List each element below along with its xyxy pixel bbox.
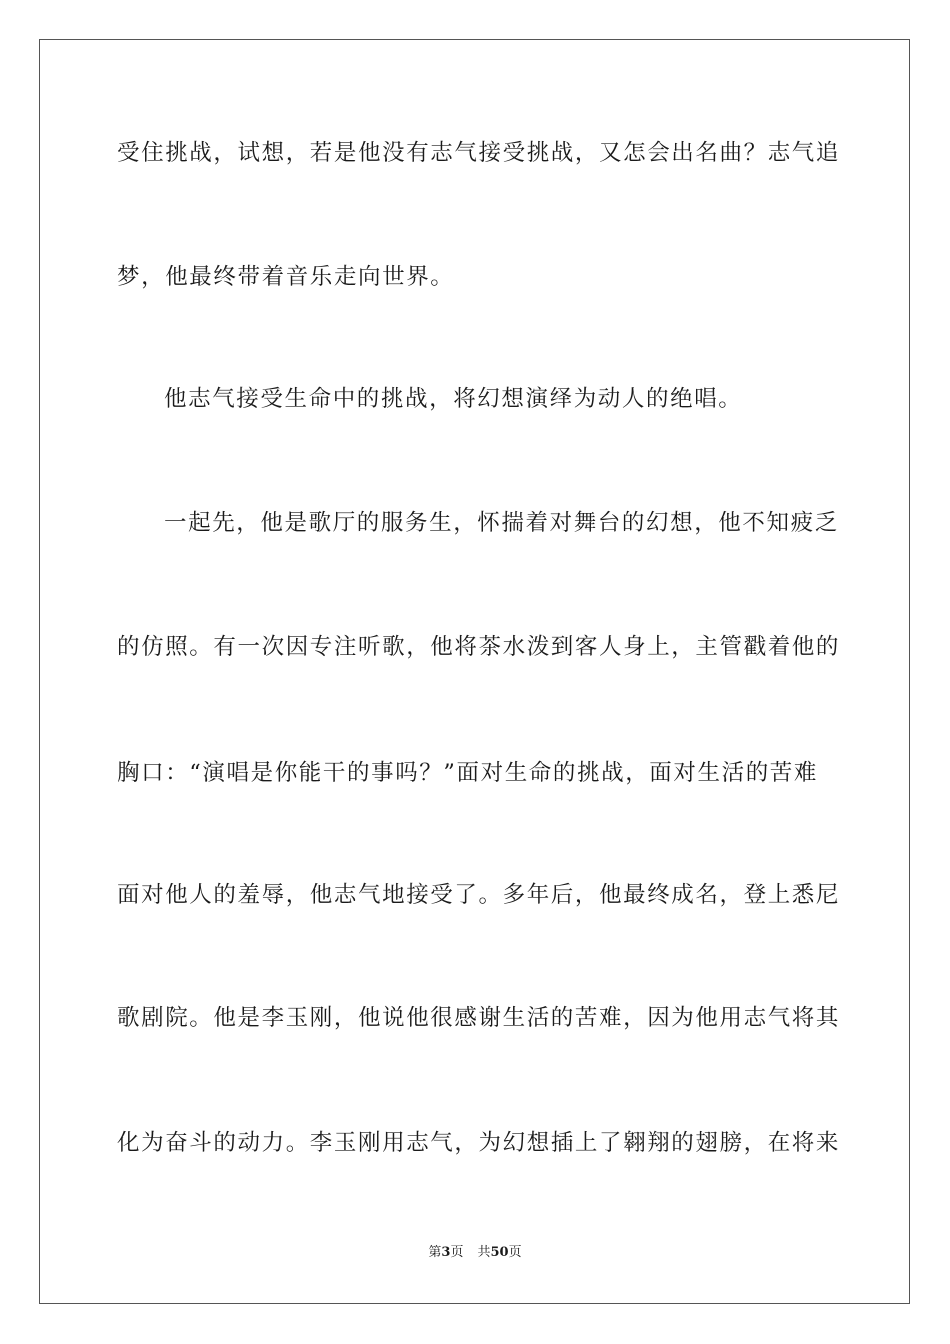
page-prefix: 第 bbox=[428, 1245, 442, 1260]
total-suffix: 页 bbox=[508, 1245, 522, 1260]
page-number: 3 bbox=[441, 1245, 451, 1260]
text-line-7: 面对他人的羞辱，他志气地接受了。多年后，他最终成名，登上悉尼 bbox=[117, 882, 841, 908]
text-line-8: 歌剧院。他是李玉刚，他说他很感谢生活的苦难，因为他用志气将其 bbox=[117, 1005, 841, 1031]
text-line-9: 化为奋斗的动力。李玉刚用志气，为幻想插上了翱翔的翅膀，在将来 bbox=[117, 1130, 841, 1156]
total-prefix: 共 bbox=[477, 1245, 491, 1260]
text-line-4: 一起先，他是歌厅的服务生，怀揣着对舞台的幻想，他不知疲乏 bbox=[164, 510, 839, 536]
text-line-1: 受住挑战，试想，若是他没有志气接受挑战，又怎会出名曲？志气追 bbox=[117, 140, 841, 166]
total-pages: 50 bbox=[490, 1245, 509, 1260]
text-line-2: 梦，他最终带着音乐走向世界。 bbox=[117, 264, 455, 290]
page-footer bbox=[0, 1244, 950, 1262]
text-line-6: 胸口：“演唱是你能干的事吗？”面对生命的挑战，面对生活的苦难 bbox=[117, 760, 819, 786]
page-suffix: 页 bbox=[450, 1245, 464, 1260]
text-line-3: 他志气接受生命中的挑战，将幻想演绎为动人的绝唱。 bbox=[164, 386, 743, 412]
page-border bbox=[39, 39, 910, 1304]
text-line-5: 的仿照。有一次因专注听歌，他将茶水泼到客人身上，主管戳着他的 bbox=[117, 634, 841, 660]
